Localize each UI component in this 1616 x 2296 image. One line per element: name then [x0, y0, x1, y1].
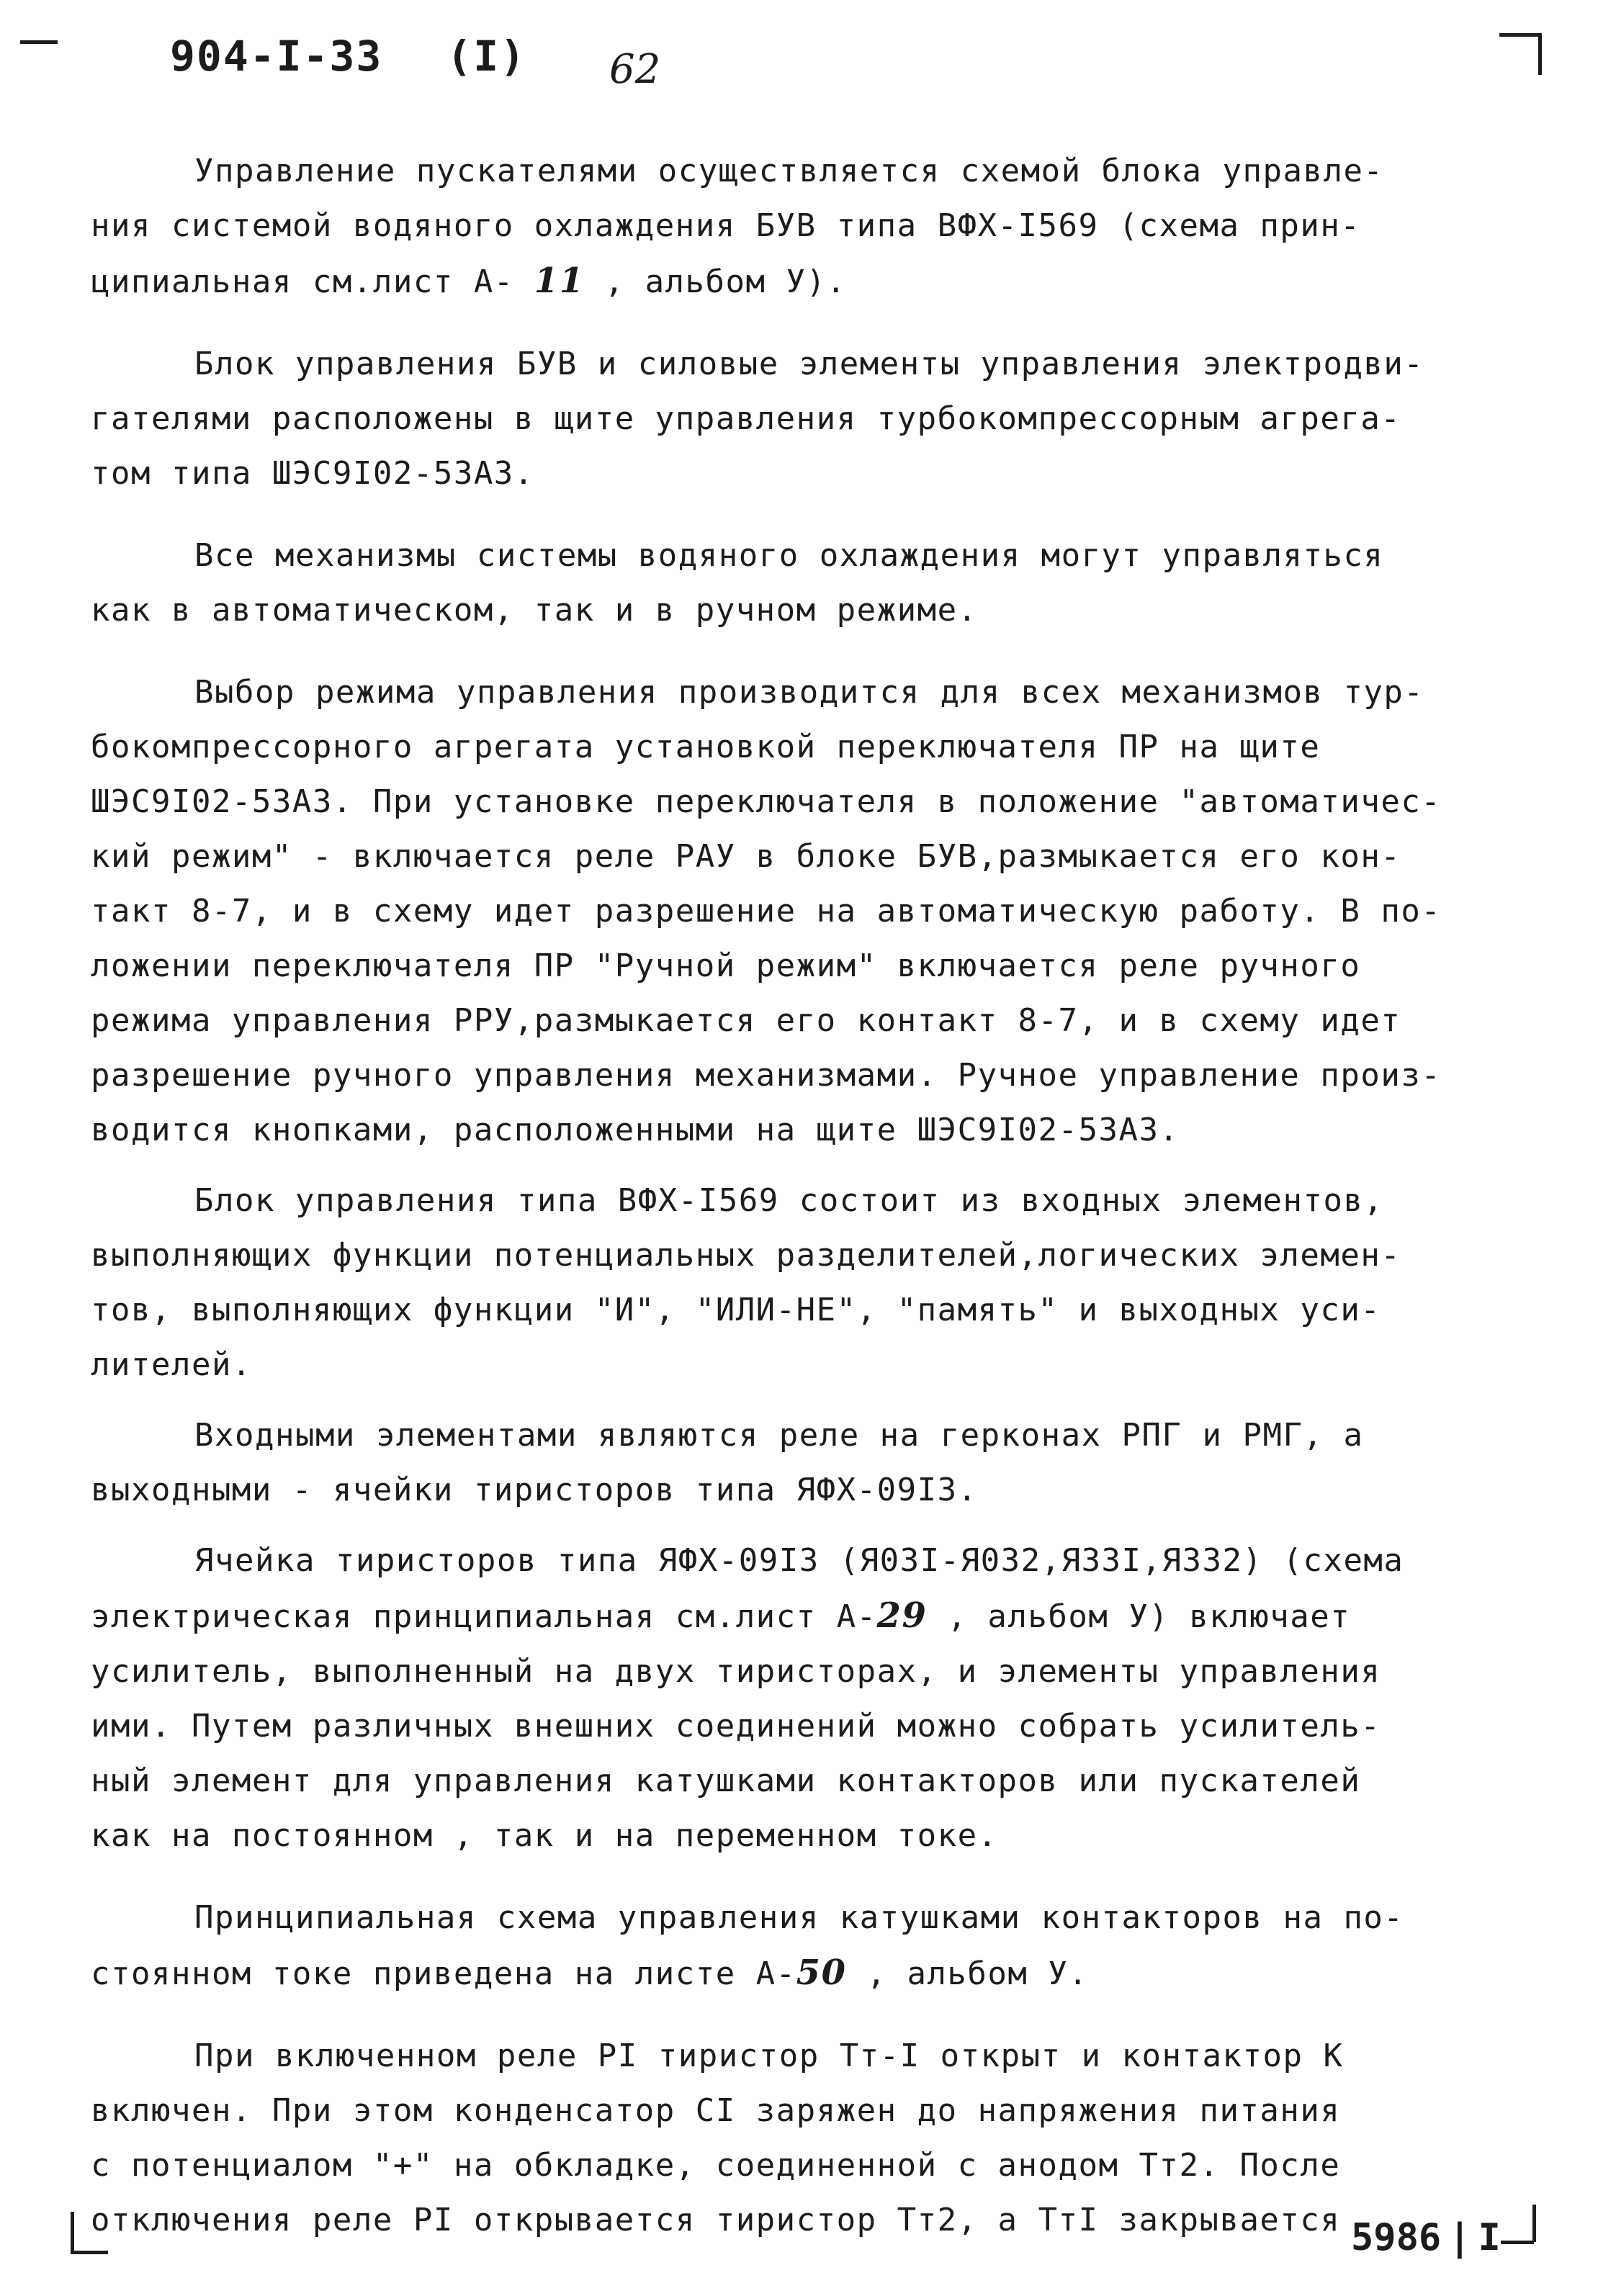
handwritten-sheet-ref: 50	[796, 1953, 847, 1993]
page-footer	[1351, 2216, 1501, 2259]
paragraph-text: Все механизмы системы водяного охлаждения могут управляться как в автоматическом, так и в ручном режиме.	[91, 537, 1384, 629]
document-body	[91, 144, 1524, 2248]
paragraph	[91, 1408, 1524, 1518]
paragraph-text: При включенном реле РI тиристор Тт-I открыт и контактор К включен. При этом конденсатор СI заряжен до напряжения питания с потенциалом "+" на обкладке, соединенной с анодом Тт2. После отключения реле РI открывается тиристор Тт2, а ТтI закрывается	[91, 2038, 1344, 2238]
paragraph	[91, 1174, 1524, 1392]
paragraph-text: Управление пускателями осуществляется схемой блока управле- ния системой водяного охлаждения БУВ типа ВФХ-I569 (схема прин- ципиальная см.лист А-	[91, 153, 1384, 300]
corner-mark-top-right-stem	[1538, 33, 1542, 75]
paragraph-text: Блок управления типа ВФХ-I569 состоит из входных элементов, выполняющих функции потенциальных разделителей,логических элемен- тов, выполняющих функции "И", "ИЛИ-НЕ", "память" и выходных уси- лителей.	[91, 1182, 1401, 1383]
page-header	[170, 32, 526, 81]
corner-mark-bottom-right	[1501, 2241, 1534, 2244]
sheet-number: (I)	[446, 32, 527, 81]
paragraph	[91, 1534, 1524, 1863]
handwritten-sheet-ref: 29	[876, 1595, 928, 1636]
paragraph-text: , альбом У).	[584, 264, 847, 300]
document-number: 904-I-33	[170, 32, 383, 81]
paragraph-text: Принципиальная схема управления катушками контакторов на по- стоянном токе приведена на листе А-	[91, 1899, 1404, 1992]
paragraph-text: Выбор режима управления производится для всех механизмов тур- бокомпрессорного агрегата установкой переключателя ПР на щите ШЭС9I02-53А3. При установке переключателя в положение "автоматичес- кий режим" - включается реле РАУ в блоке БУВ,размыкается его кон- такт 8-7, и в схему идет разрешение на автоматическую работу. В по- ложении переключателя ПР "Ручной режим" включается реле ручного режима управления РРУ,размыкается его контакт 8-7, и в схему идет разрешение ручного управления механизмами. Ручное управление произ- водится кнопками, расположенными на щите ШЭС9I02-53А3.	[91, 674, 1442, 1148]
paragraph-text: Ячейка тиристоров типа ЯФХ-09I3 (Я03I-Я032,Я33I,Я332) (схема электрическая принципиальная см.лист А-	[91, 1542, 1404, 1635]
paragraph	[91, 144, 1524, 310]
handwritten-sheet-ref: 11	[534, 261, 585, 301]
handwritten-page-number: 62	[609, 46, 661, 93]
inventory-number: 5986	[1351, 2216, 1442, 2259]
corner-mark-top-right	[1499, 33, 1541, 37]
paragraph	[91, 665, 1524, 1158]
paragraph-text: Блок управления БУВ и силовые элементы управления электродви- гателями расположены в щите управления турбокомпрессорным агрега- том типа ШЭС9I02-53А3.	[91, 346, 1424, 492]
paragraph-text: , альбом У) включает усилитель, выполненный на двух тиристорах, и элементы управления ими. Путем различных внешних соединений можно собрать усилитель- ный элемент для управления катушками контакторов или пускателей как на постоянном , так и на переменном токе.	[91, 1598, 1381, 1854]
corner-mark-bottom-left-stem	[71, 2212, 74, 2254]
volume-number: I	[1478, 2216, 1501, 2259]
footer-separator: |	[1448, 2216, 1471, 2259]
paragraph-text: Входными элементами являются реле на герконах РПГ и РМГ, а выходными - ячейки тиристоров типа ЯФХ-09I3.	[91, 1417, 1364, 1508]
paragraph-text: , альбом У.	[846, 1955, 1089, 1992]
paragraph	[91, 337, 1524, 501]
paragraph	[91, 1891, 1524, 2002]
corner-mark-bottom-right-stem	[1532, 2205, 1536, 2242]
corner-mark-top-left	[20, 40, 58, 44]
paragraph	[91, 528, 1524, 638]
corner-mark-bottom-left	[71, 2251, 108, 2254]
paragraph	[91, 2029, 1524, 2248]
